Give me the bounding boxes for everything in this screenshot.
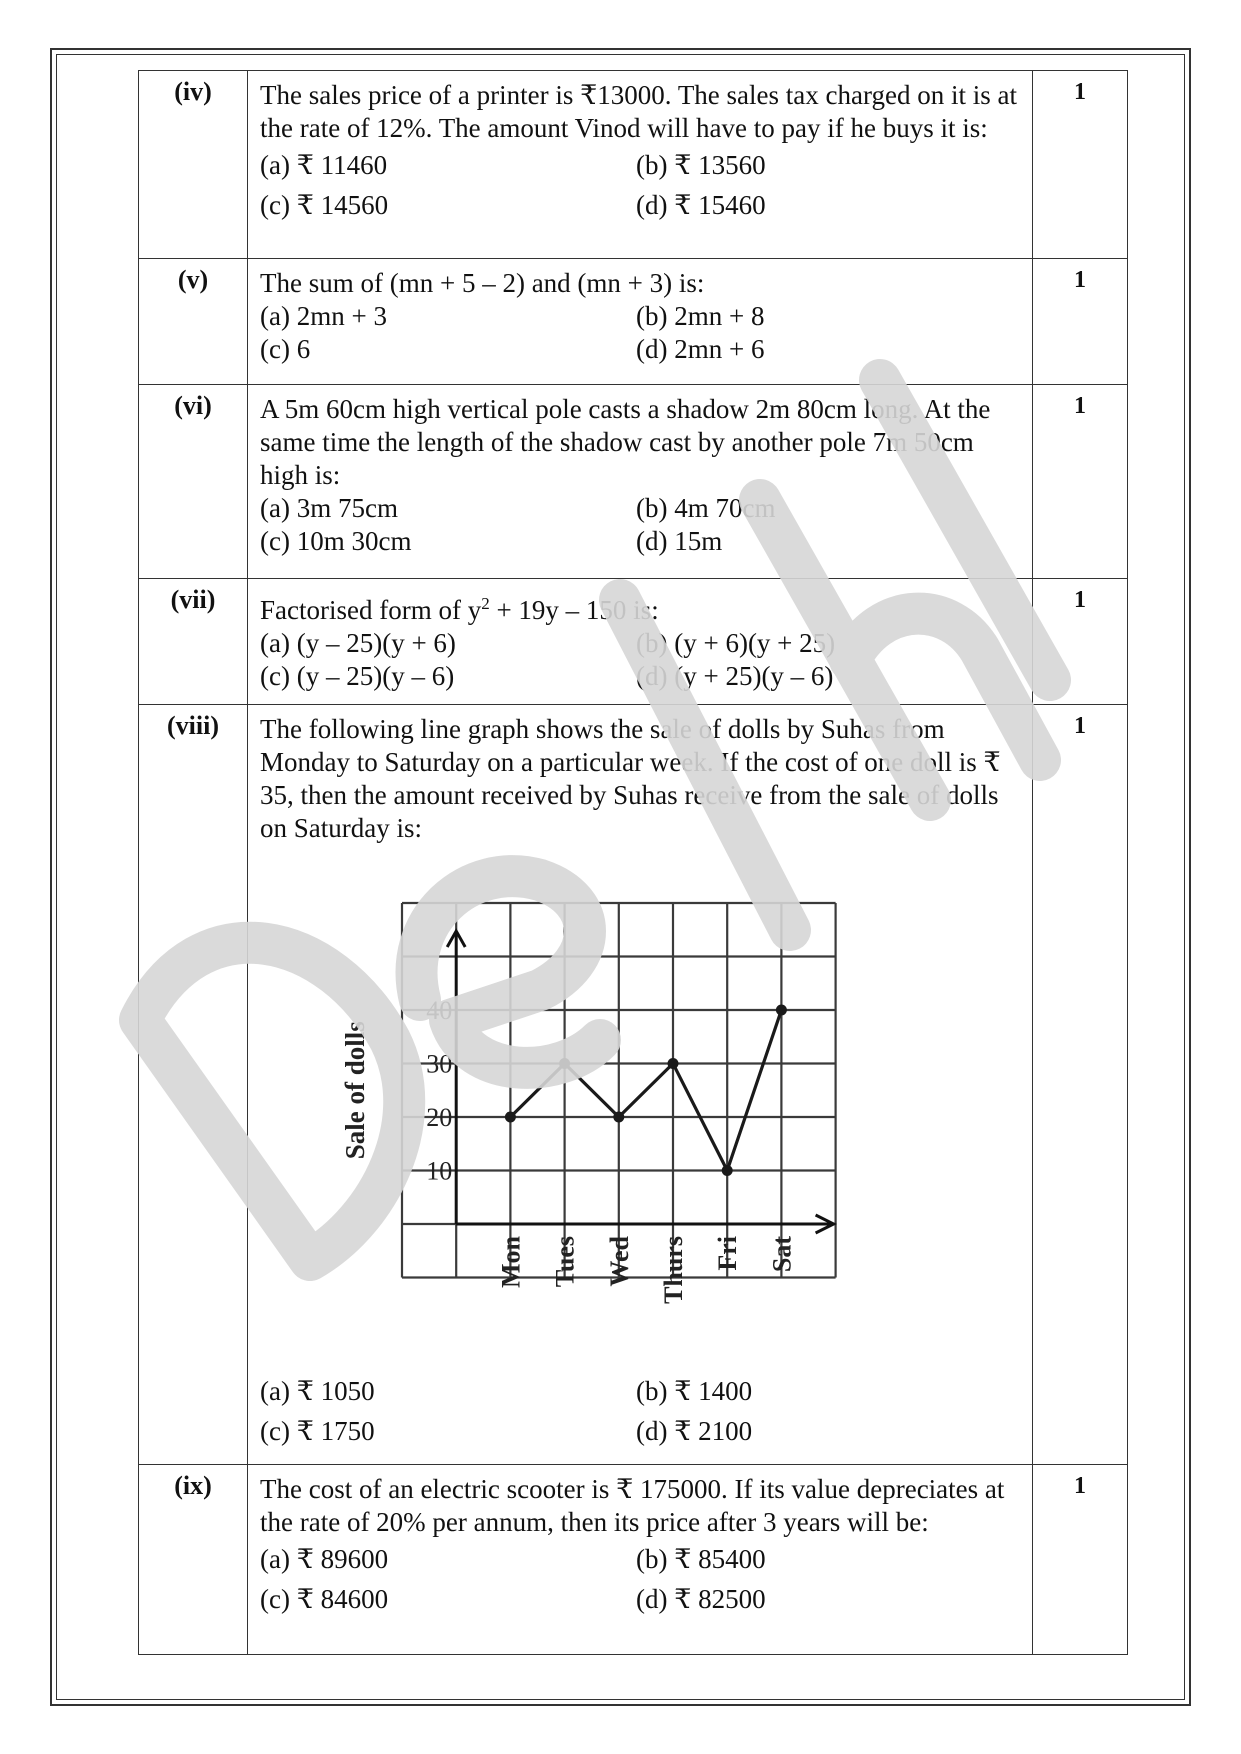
x-tick-label: Mon xyxy=(496,1236,526,1288)
option-c: (c) ₹ 1750 xyxy=(260,1416,375,1446)
question-marks: 1 xyxy=(1033,71,1128,259)
question-marks: 1 xyxy=(1033,1465,1128,1655)
question-row xyxy=(139,579,1128,705)
series-line xyxy=(510,1010,781,1171)
x-tick-label: Tues xyxy=(550,1236,580,1288)
line-chart xyxy=(260,881,1022,1335)
options-grid xyxy=(260,1543,1022,1616)
option-d: (d) ₹ 2100 xyxy=(636,1416,753,1446)
question-text: The sum of (mn + 5 – 2) and (mn + 3) is: xyxy=(260,268,705,298)
question-row xyxy=(139,71,1128,259)
option-c: (c) ₹ 14560 xyxy=(260,190,389,220)
x-tick-label: Fri xyxy=(713,1236,743,1271)
options-grid xyxy=(260,492,1022,558)
question-text: The sales price of a printer is ₹13000. The sales tax charged on it is at the rate of 12%. The amount Vinod will have to pay if he buys it is: xyxy=(260,80,1017,143)
option-a: (a) 3m 75cm xyxy=(260,493,398,523)
option-c: (c) 10m 30cm xyxy=(260,526,412,556)
question-number: (viii) xyxy=(139,705,248,1465)
question-number: (v) xyxy=(139,259,248,385)
options-grid xyxy=(260,149,1022,222)
options-grid xyxy=(260,1375,1022,1448)
option-b: (b) ₹ 13560 xyxy=(636,150,766,180)
question-body xyxy=(248,385,1033,579)
options-grid xyxy=(260,300,1022,366)
option-a: (a) ₹ 11460 xyxy=(260,150,388,180)
question-marks: 1 xyxy=(1033,705,1128,1465)
question-number: (ix) xyxy=(139,1465,248,1655)
question-text-after: + 19y – 150 is: xyxy=(489,595,659,625)
question-body xyxy=(248,1465,1033,1655)
y-tick-label: 30 xyxy=(426,1049,453,1079)
question-body xyxy=(248,705,1033,1465)
question-body xyxy=(248,579,1033,705)
data-point xyxy=(722,1165,733,1176)
option-a: (a) ₹ 1050 xyxy=(260,1376,375,1406)
question-row xyxy=(139,259,1128,385)
data-point xyxy=(613,1112,624,1123)
question-row xyxy=(139,385,1128,579)
data-point xyxy=(559,1058,570,1069)
x-tick-label: Sat xyxy=(767,1236,797,1273)
option-a: (a) 2mn + 3 xyxy=(260,301,387,331)
question-text-before: Factorised form of y xyxy=(260,595,482,625)
question-text: The following line graph shows the sale of dolls by Suhas from Monday to Saturday on a particular week. If the cost of one doll is ₹ 35, then the amount received by Suhas receive from the sale of dolls on Saturday is: xyxy=(260,714,1001,843)
y-tick-label: 40 xyxy=(426,996,453,1025)
data-point xyxy=(776,1005,787,1016)
question-number: (iv) xyxy=(139,71,248,259)
question-marks: 1 xyxy=(1033,385,1128,579)
y-axis-title: Sale of dolls xyxy=(340,1021,370,1160)
option-d: (d) (y + 25)(y – 6) xyxy=(636,661,834,691)
option-b: (b) ₹ 85400 xyxy=(636,1544,766,1574)
option-d: (d) ₹ 82500 xyxy=(636,1584,766,1614)
data-point xyxy=(505,1112,516,1123)
x-tick-label: Thurs xyxy=(659,1236,688,1304)
option-a: (a) (y – 25)(y + 6) xyxy=(260,628,456,658)
exponent: 2 xyxy=(481,594,490,613)
question-text: The cost of an electric scooter is ₹ 175000. If its value depreciates at the rate of 20% per annum, then its price after 3 years will be: xyxy=(260,1474,1005,1537)
option-c: (c) 6 xyxy=(260,334,311,364)
option-b: (b) 4m 70cm xyxy=(636,493,776,523)
question-number: (vi) xyxy=(139,385,248,579)
data-point xyxy=(668,1058,679,1069)
question-text: A 5m 60cm high vertical pole casts a shadow 2m 80cm long. At the same time the length of the shadow cast by another pole 7m 50cm high is: xyxy=(260,394,991,490)
question-body xyxy=(248,71,1033,259)
option-c: (c) ₹ 84600 xyxy=(260,1584,389,1614)
option-c: (c) (y – 25)(y – 6) xyxy=(260,661,455,691)
question-row xyxy=(139,1465,1128,1655)
question-marks: 1 xyxy=(1033,259,1128,385)
question-body xyxy=(248,259,1033,385)
y-tick-label: 20 xyxy=(426,1103,453,1132)
question-marks: 1 xyxy=(1033,579,1128,705)
option-b: (b) ₹ 1400 xyxy=(636,1376,753,1406)
line-chart-svg xyxy=(260,881,1020,1335)
options-grid xyxy=(260,627,1022,693)
y-tick-label: 10 xyxy=(426,1156,453,1186)
option-d: (d) 2mn + 6 xyxy=(636,334,765,364)
option-b: (b) 2mn + 8 xyxy=(636,301,765,331)
x-tick-label: Wed xyxy=(604,1236,634,1287)
option-a: (a) ₹ 89600 xyxy=(260,1544,389,1574)
option-d: (d) ₹ 15460 xyxy=(636,190,766,220)
option-b: (b) (y + 6)(y + 25) xyxy=(636,628,836,658)
question-row xyxy=(139,705,1128,1465)
question-number: (vii) xyxy=(139,579,248,705)
option-d: (d) 15m xyxy=(636,526,723,556)
question-table xyxy=(138,70,1128,1655)
question-text xyxy=(260,587,1022,627)
